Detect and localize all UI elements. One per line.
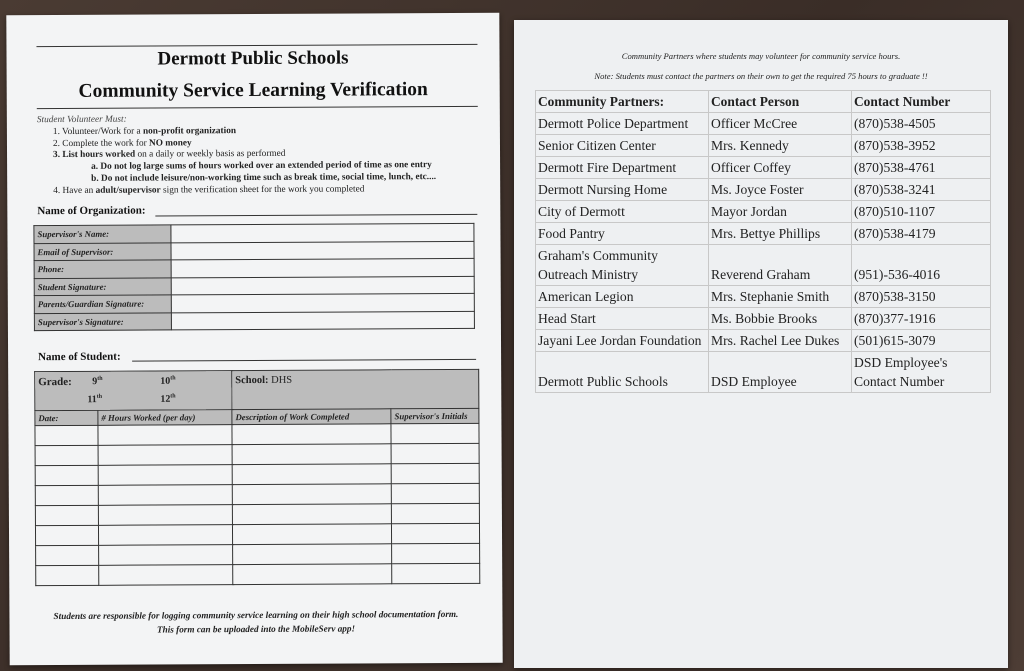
footer-line1: Students are responsible for logging community service learning on their high school documentation form. [53,608,459,622]
hours-cell[interactable] [99,565,233,586]
hours-cell[interactable] [98,445,232,466]
phone-label: Phone: [34,260,171,278]
footer-line2: This form can be uploaded into the MobileServ app! [156,623,356,635]
partners-table [535,90,991,393]
hours-column-header: # Hours Worked (per day) [98,410,232,426]
table-row [536,113,991,135]
table-row [34,276,474,296]
table-row [35,443,479,465]
contact-person: Mrs. Rachel Lee Dukes [709,330,852,352]
supervisor-signature-field[interactable] [171,311,474,330]
contact-number: (870)538-3241 [852,179,991,201]
hours-log-table [34,369,480,586]
table-row [536,330,991,352]
contact-person: Officer Coffey [709,157,852,179]
grade-11[interactable]: 11th [87,393,103,406]
hours-cell[interactable] [98,465,232,486]
description-cell[interactable] [232,444,391,465]
table-row [536,91,991,113]
contact-column-header: Contact Person [709,91,852,113]
hours-cell[interactable] [99,545,233,566]
table-row [35,423,479,445]
contact-person: Mayor Jordan [709,201,852,223]
description-cell[interactable] [232,504,391,525]
contact-person: Mrs. Bettye Phillips [709,223,852,245]
date-cell[interactable] [35,525,98,545]
school-cell [232,369,479,409]
graduation-note: Note: Students must contact the partners on their own to get the required 75 hours to graduate !! [594,71,928,81]
partner-name: Dermott Nursing Home [536,179,709,201]
description-column-header: Description of Work Completed [232,409,391,425]
supervisor-email-label: Email of Supervisor: [34,242,171,260]
hours-cell[interactable] [98,485,232,506]
partner-name: Jayani Lee Jordan Foundation [536,330,709,352]
student-signature-field[interactable] [171,276,474,295]
initials-cell[interactable] [391,523,479,543]
partners-note: Community Partners where students may volunteer for community service hours. [621,51,901,61]
supervisor-email-field[interactable] [171,241,474,260]
table-row [36,543,480,565]
student-name-field[interactable] [132,359,476,362]
partners-column-header: Community Partners: [536,91,709,113]
phone-field[interactable] [171,258,474,277]
organization-label: Name of Organization: [37,204,146,218]
table-row [536,286,991,308]
contact-person: Mrs. Kennedy [709,135,852,157]
date-cell[interactable] [35,445,98,465]
contact-number: (870)538-4505 [852,113,991,135]
table-row [34,311,474,331]
table-row [35,503,479,525]
form-title-line1: Dermott Public Schools [157,47,349,70]
contact-person: Ms. Joyce Foster [709,179,852,201]
date-cell[interactable] [35,465,98,485]
contact-number: (870)538-4761 [852,157,991,179]
community-partners-sheet [514,20,1008,668]
table-row [536,352,991,393]
hours-cell[interactable] [98,525,232,546]
table-row [536,245,991,286]
partner-name: Graham's Community Outreach Ministry [536,245,709,286]
date-cell[interactable] [35,425,98,445]
table-row [36,563,480,585]
date-column-header: Date: [35,410,98,425]
student-signature-label: Student Signature: [34,277,171,295]
description-cell[interactable] [232,424,391,445]
instruction-4: 4. Have an adult/supervisor sign the verification sheet for the work you completed [53,184,365,196]
description-cell[interactable] [233,564,392,585]
contact-number: (870)538-3952 [852,135,991,157]
contact-number: (951)-536-4016 [852,245,991,286]
table-row [34,293,474,313]
date-cell[interactable] [35,505,98,525]
supervisor-name-field[interactable] [171,223,474,242]
description-cell[interactable] [232,484,391,505]
initials-cell[interactable] [392,543,480,563]
supervisor-table [33,223,475,331]
table-row [536,157,991,179]
table-row [536,201,991,223]
contact-number: DSD Employee's Contact Number [852,352,991,393]
partner-name: Head Start [536,308,709,330]
initials-cell[interactable] [391,443,479,463]
initials-cell[interactable] [391,503,479,523]
contact-person: Ms. Bobbie Brooks [709,308,852,330]
initials-cell[interactable] [392,563,480,583]
school-value: DHS [271,374,293,386]
partner-name: Dermott Police Department [536,113,709,135]
school-label: School: [235,374,269,387]
partner-name: City of Dermott [536,201,709,223]
contact-number: (870)538-3150 [852,286,991,308]
guardian-signature-field[interactable] [171,293,474,312]
table-row [536,179,991,201]
contact-person: Mrs. Stephanie Smith [709,286,852,308]
student-name-label: Name of Student: [38,350,121,364]
partner-name: Dermott Public Schools [536,352,709,393]
instructions-heading: Student Volunteer Must: [36,114,127,126]
form-title-line2: Community Service Learning Verification [78,79,428,102]
guardian-signature-label: Parents/Guardian Signature: [34,295,171,313]
organization-field[interactable] [155,214,477,217]
grade-10[interactable]: 10th [160,375,176,387]
contact-number: (501)615-3079 [852,330,991,352]
partner-name: Food Pantry [536,223,709,245]
contact-number: (870)538-4179 [852,223,991,245]
table-row [34,241,474,261]
date-cell[interactable] [36,565,99,585]
table-row [35,463,479,485]
hours-cell[interactable] [98,425,232,446]
grade-label: Grade: [38,375,72,389]
table-row [34,223,474,243]
table-row [35,483,479,505]
contact-number: (870)377-1916 [852,308,991,330]
description-cell[interactable] [232,464,391,485]
table-row [34,258,474,278]
partner-name: American Legion [536,286,709,308]
grade-12[interactable]: 12th [160,393,176,405]
table-row [536,308,991,330]
date-cell[interactable] [36,545,99,565]
supervisor-name-label: Supervisor's Name: [34,225,171,243]
instructions [37,113,487,198]
description-cell[interactable] [232,524,391,545]
initials-cell[interactable] [391,463,479,483]
table-row [35,369,479,410]
contact-person: DSD Employee [709,352,852,393]
instruction-2: 2. Complete the work for NO money [52,137,192,149]
instruction-1: 1. Volunteer/Work for a non-profit organization [52,125,237,137]
number-column-header: Contact Number [852,91,991,113]
instruction-3a: a. Do not log large sums of hours worked over an extended period of time as one entry [91,160,432,173]
date-cell[interactable] [35,485,98,505]
instruction-3: 3. List hours worked on a daily or weekly basis as performed [53,149,286,161]
partner-name: Dermott Fire Department [536,157,709,179]
contact-number: (870)510-1107 [852,201,991,223]
partner-name: Senior Citizen Center [536,135,709,157]
grade-9[interactable]: 9th [92,375,103,388]
initials-column-header: Supervisor's Initials [391,408,479,423]
table-row [35,523,479,545]
description-cell[interactable] [233,544,392,565]
supervisor-signature-label: Supervisor's Signature: [34,312,171,330]
initials-cell[interactable] [391,483,479,503]
instruction-3b: b. Do not include leisure/non-working time such as break time, social time, lunch, etc.... [91,172,437,184]
title-rule [37,106,478,109]
contact-person: Reverend Graham [709,245,852,286]
grade-cell [35,371,232,411]
initials-cell[interactable] [391,423,479,443]
table-row [536,135,991,157]
contact-person: Officer McCree [709,113,852,135]
hours-cell[interactable] [98,505,232,526]
table-row [536,223,991,245]
verification-form-sheet [6,13,502,666]
